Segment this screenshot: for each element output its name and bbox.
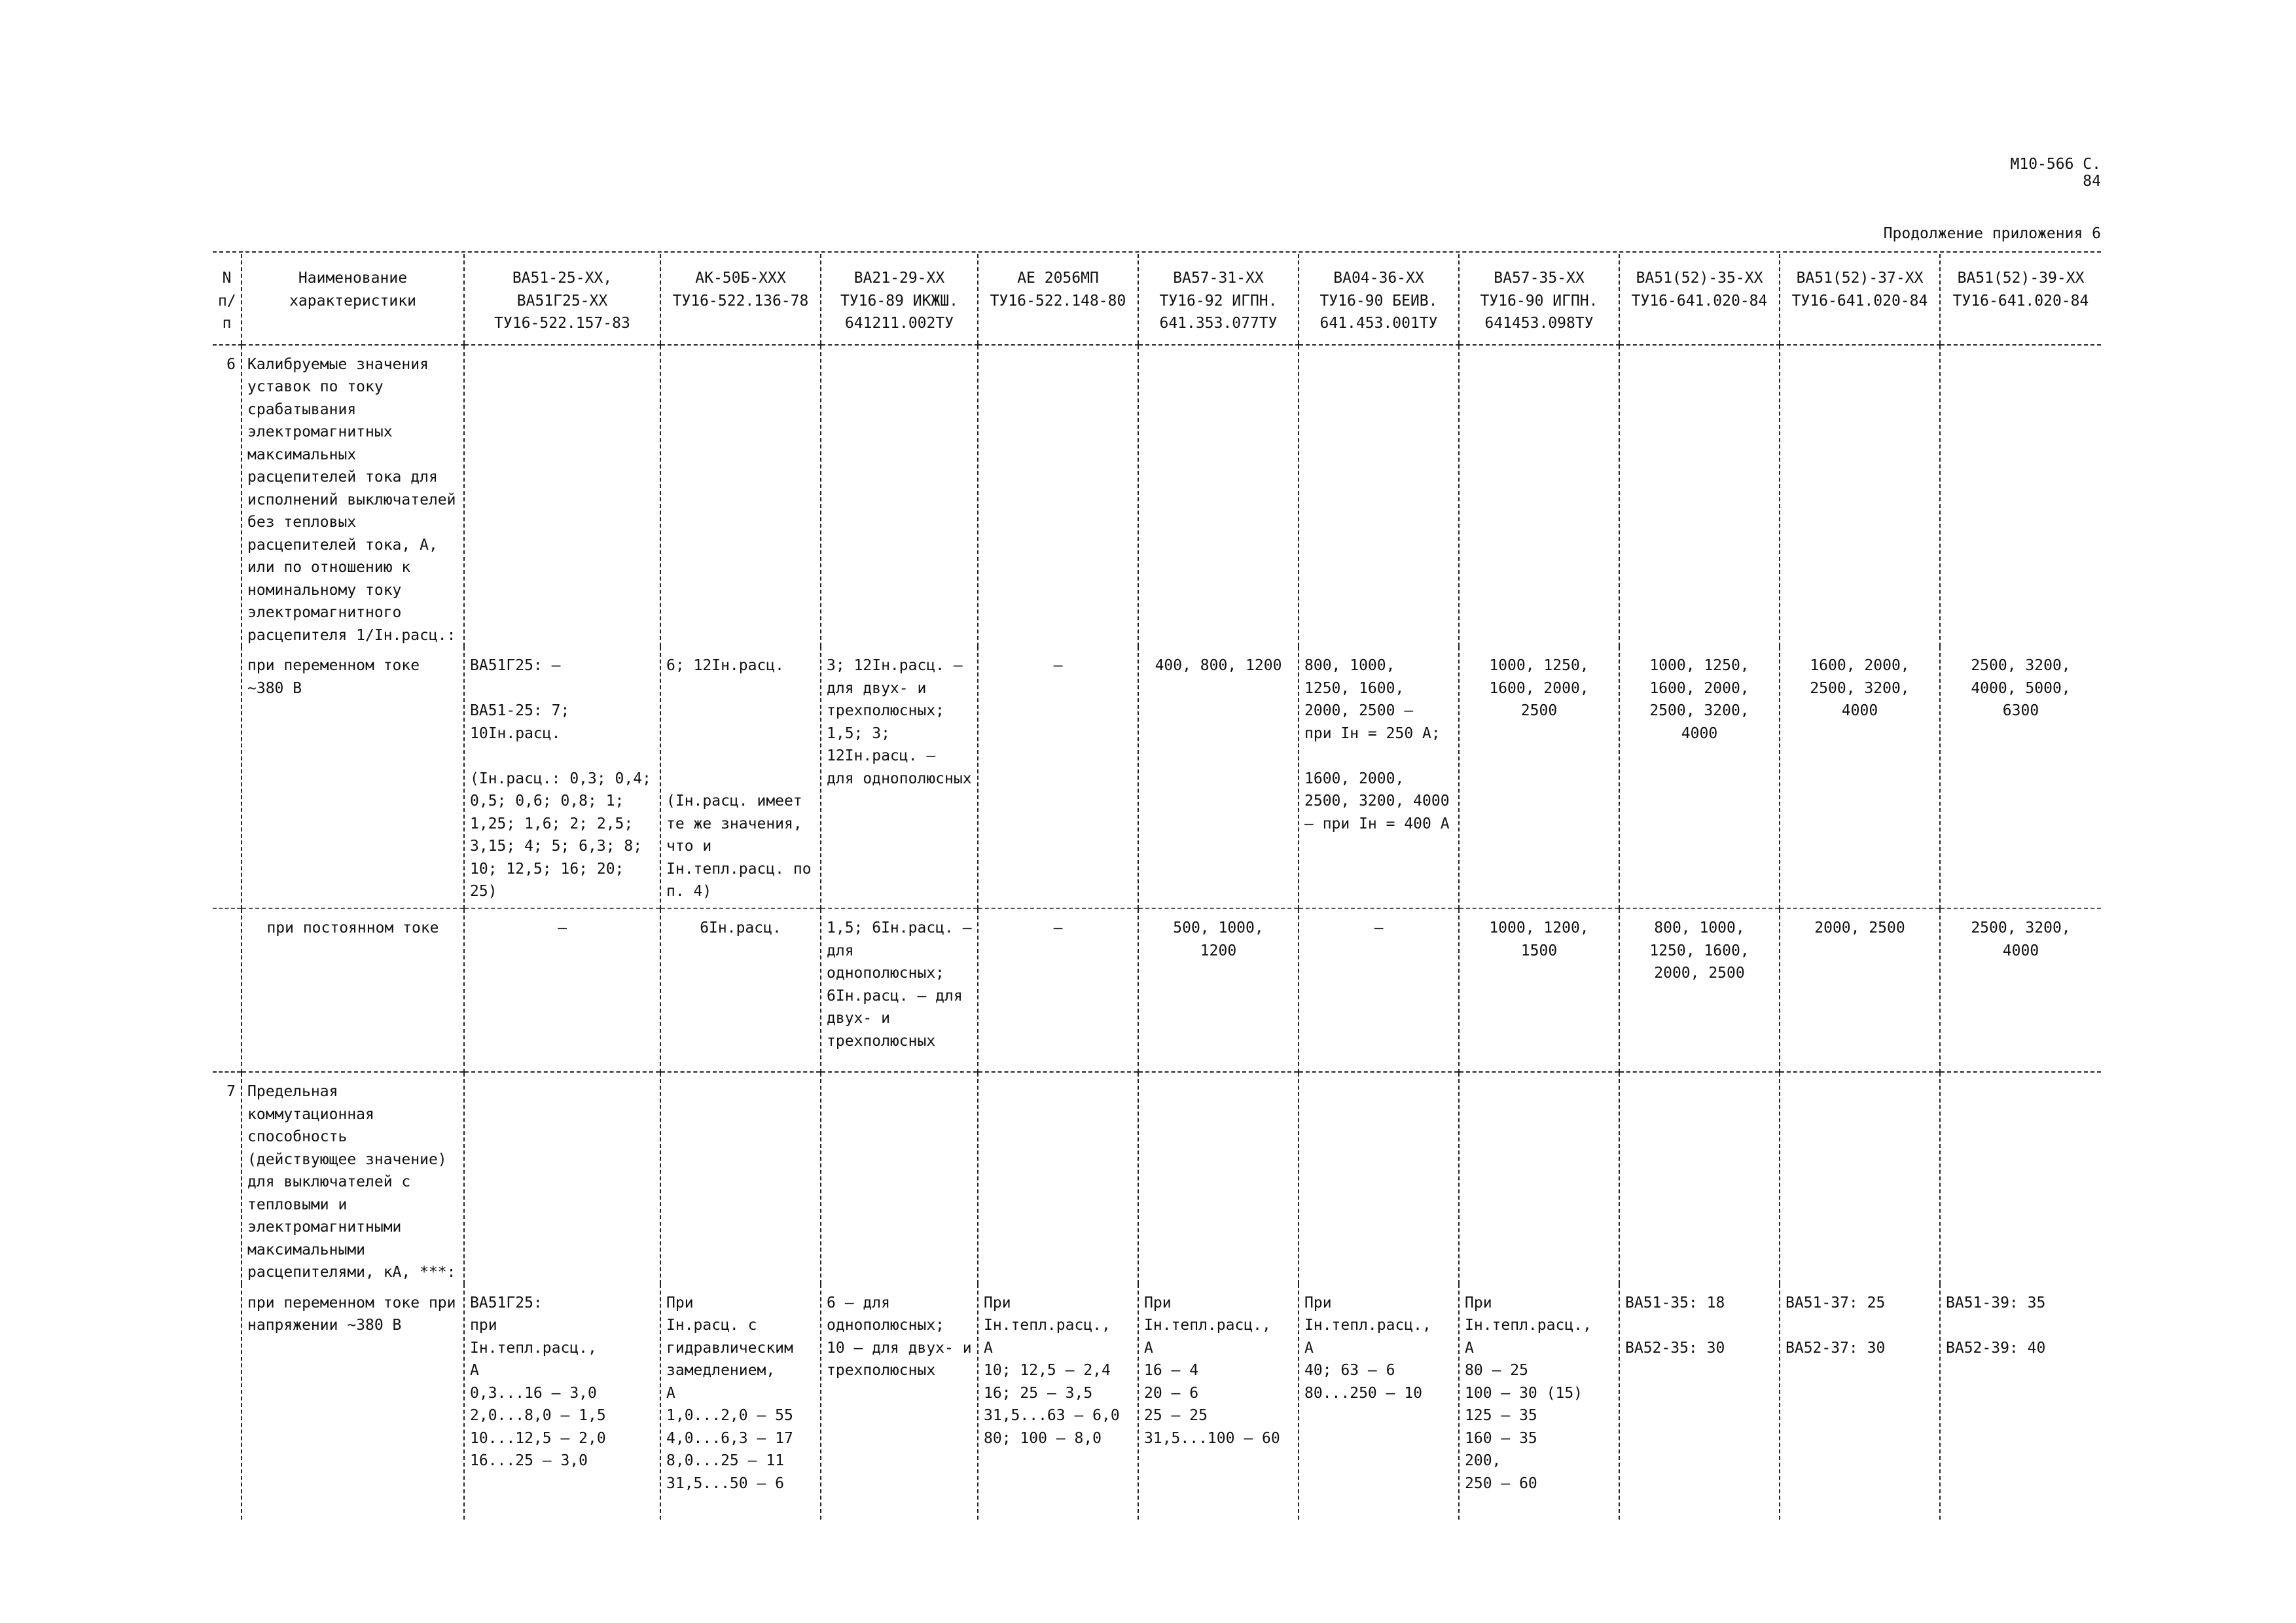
table-cell: 1000, 1200, 1500 xyxy=(1459,908,1619,1072)
table-cell: 800, 1000, 1250, 1600, 2000, 2500 – при Iн = 250 А; 1600, 2000, 2500, 3200, 4000 – при Iн = 400 А xyxy=(1299,647,1459,908)
table-cell: – xyxy=(978,908,1138,1072)
table-cell: 2500, 3200, 4000, 5000, 6300 xyxy=(1940,647,2101,908)
table-cell xyxy=(1940,1072,2101,1284)
table-cell xyxy=(978,345,1138,647)
table-cell: 2000, 2500 xyxy=(1780,908,1940,1072)
column-header: Наименование характеристики xyxy=(242,254,464,345)
table-cell: 800, 1000, 1250, 1600, 2000, 2500 xyxy=(1619,908,1780,1072)
row-number: 7 xyxy=(213,1072,242,1284)
table-cell xyxy=(1780,345,1940,647)
table-cell xyxy=(1299,1072,1459,1284)
table-cell xyxy=(660,1072,821,1284)
table-cell: ВА51-37: 25 ВА52-37: 30 xyxy=(1780,1284,1940,1520)
table-cell: 400, 800, 1200 xyxy=(1138,647,1299,908)
row-number xyxy=(213,647,242,908)
column-header: ВА51(52)-37-XX ТУ16-641.020-84 xyxy=(1780,254,1940,345)
table-row xyxy=(213,647,2101,908)
continuation-title: Продолжение приложения 6 xyxy=(1883,225,2101,242)
table-header-row xyxy=(213,254,2101,345)
column-header: ВА04-36-XX ТУ16-90 БЕИВ. 641.453.001ТУ xyxy=(1299,254,1459,345)
table-cell xyxy=(1619,1072,1780,1284)
table-cell: 1600, 2000, 2500, 3200, 4000 xyxy=(1780,647,1940,908)
table-cell: При Iн.тепл.расц., А 16 – 4 20 – 6 25 – 25 31,5...100 – 60 xyxy=(1138,1284,1299,1520)
table-cell: ВА51-39: 35 ВА52-39: 40 xyxy=(1940,1284,2101,1520)
column-header: ВА51(52)-39-XX ТУ16-641.020-84 xyxy=(1940,254,2101,345)
table-cell xyxy=(1459,1072,1619,1284)
spec-table xyxy=(213,254,2101,1520)
table-cell xyxy=(464,1072,660,1284)
table-row xyxy=(213,345,2101,647)
table-cell xyxy=(1138,1072,1299,1284)
table-cell: При Iн.тепл.расц., А 40; 63 – 6 80...250 – 10 xyxy=(1299,1284,1459,1520)
column-header: ВА57-35-XX ТУ16-90 ИГПН. 641453.098ТУ xyxy=(1459,254,1619,345)
table-cell: При Iн.расц. с гидравлическим замедлением, А 1,0...2,0 – 55 4,0...6,3 – 17 8,0...25 – 11 31,5...50 – 6 xyxy=(660,1284,821,1520)
table-row xyxy=(213,1072,2101,1284)
column-header: ВА51(52)-35-XX ТУ16-641.020-84 xyxy=(1619,254,1780,345)
table-cell xyxy=(464,345,660,647)
table-cell: 1,5; 6Iн.расц. – для однополюсных; 6Iн.расц. – для двух- и трехполюсных xyxy=(821,908,978,1072)
table-cell xyxy=(1940,345,2101,647)
table-cell xyxy=(660,345,821,647)
page-id: М10-566 С. 84 xyxy=(2010,156,2101,190)
table-cell: 1000, 1250, 1600, 2000, 2500, 3200, 4000 xyxy=(1619,647,1780,908)
row-characteristic: при переменном токе ~380 В xyxy=(242,647,464,908)
table-cell: – xyxy=(978,647,1138,908)
row-number xyxy=(213,908,242,1072)
table-cell xyxy=(1780,1072,1940,1284)
table-row xyxy=(213,1284,2101,1520)
column-header: ВА51-25-XX, ВА51Г25-XX ТУ16-522.157-83 xyxy=(464,254,660,345)
table-cell xyxy=(1459,345,1619,647)
table-cell xyxy=(1619,345,1780,647)
column-header: ВА57-31-XX ТУ16-92 ИГПН. 641.353.077ТУ xyxy=(1138,254,1299,345)
row-characteristic: Калибруемые значения уставок по току срабатывания электромагнитных максимальных расцепителей тока для исполнений выключателей без тепловых расцепителей тока, А, или по отношению к номинальному току электромагнитного расцепителя 1/Iн.расц.: xyxy=(242,345,464,647)
row-number: 6 xyxy=(213,345,242,647)
row-characteristic: при постоянном токе xyxy=(242,908,464,1072)
row-characteristic: Предельная коммутационная способность (действующее значение) для выключателей с тепловыми и электромагнитными максимальными расцепителями, кА, ***: xyxy=(242,1072,464,1284)
column-header: N п/п xyxy=(213,254,242,345)
table-cell xyxy=(1299,345,1459,647)
table-cell: 6Iн.расц. xyxy=(660,908,821,1072)
table-cell: 6; 12Iн.расц. (Iн.расц. имеет те же значения, что и Iн.тепл.расц. по п. 4) xyxy=(660,647,821,908)
table-cell: ВА51Г25: при Iн.тепл.расц., А 0,3...16 – 3,0 2,0...8,0 – 1,5 10...12,5 – 2,0 16...25 – 3,0 xyxy=(464,1284,660,1520)
row-number xyxy=(213,1284,242,1520)
column-header: ВА21-29-XX ТУ16-89 ИКЖШ. 641211.002ТУ xyxy=(821,254,978,345)
table-cell xyxy=(978,1072,1138,1284)
table-cell xyxy=(821,1072,978,1284)
column-header: АЕ 2056МП ТУ16-522.148-80 xyxy=(978,254,1138,345)
row-characteristic: при переменном токе при напряжении ~380 В xyxy=(242,1284,464,1520)
table-cell: 6 – для однополюсных; 10 – для двух- и трехполюсных xyxy=(821,1284,978,1520)
table-cell: 3; 12Iн.расц. – для двух- и трехполюсных; 1,5; 3; 12Iн.расц. – для однополюсных xyxy=(821,647,978,908)
table-cell xyxy=(821,345,978,647)
table-row xyxy=(213,908,2101,1072)
table-cell: ВА51-35: 18 ВА52-35: 30 xyxy=(1619,1284,1780,1520)
table-cell: 2500, 3200, 4000 xyxy=(1940,908,2101,1072)
table-cell: ВА51Г25: – ВА51-25: 7; 10Iн.расц. (Iн.расц.: 0,3; 0,4; 0,5; 0,6; 0,8; 1; 1,25; 1,6; 2; 2,5; 3,15; 4; 5; 6,3; 8; 10; 12,5; 16; 20; 25) xyxy=(464,647,660,908)
table-cell: – xyxy=(464,908,660,1072)
column-header: АК-50Б-XXX ТУ16-522.136-78 xyxy=(660,254,821,345)
table-cell: 1000, 1250, 1600, 2000, 2500 xyxy=(1459,647,1619,908)
table-cell: 500, 1000, 1200 xyxy=(1138,908,1299,1072)
table-cell: – xyxy=(1299,908,1459,1072)
table-cell: При Iн.тепл.расц., А 80 – 25 100 – 30 (15) 125 – 35 160 – 35 200, 250 – 60 xyxy=(1459,1284,1619,1520)
table-cell: При Iн.тепл.расц., А 10; 12,5 – 2,4 16; 25 – 3,5 31,5...63 – 6,0 80; 100 – 8,0 xyxy=(978,1284,1138,1520)
top-rule xyxy=(213,251,2101,253)
table-cell xyxy=(1138,345,1299,647)
